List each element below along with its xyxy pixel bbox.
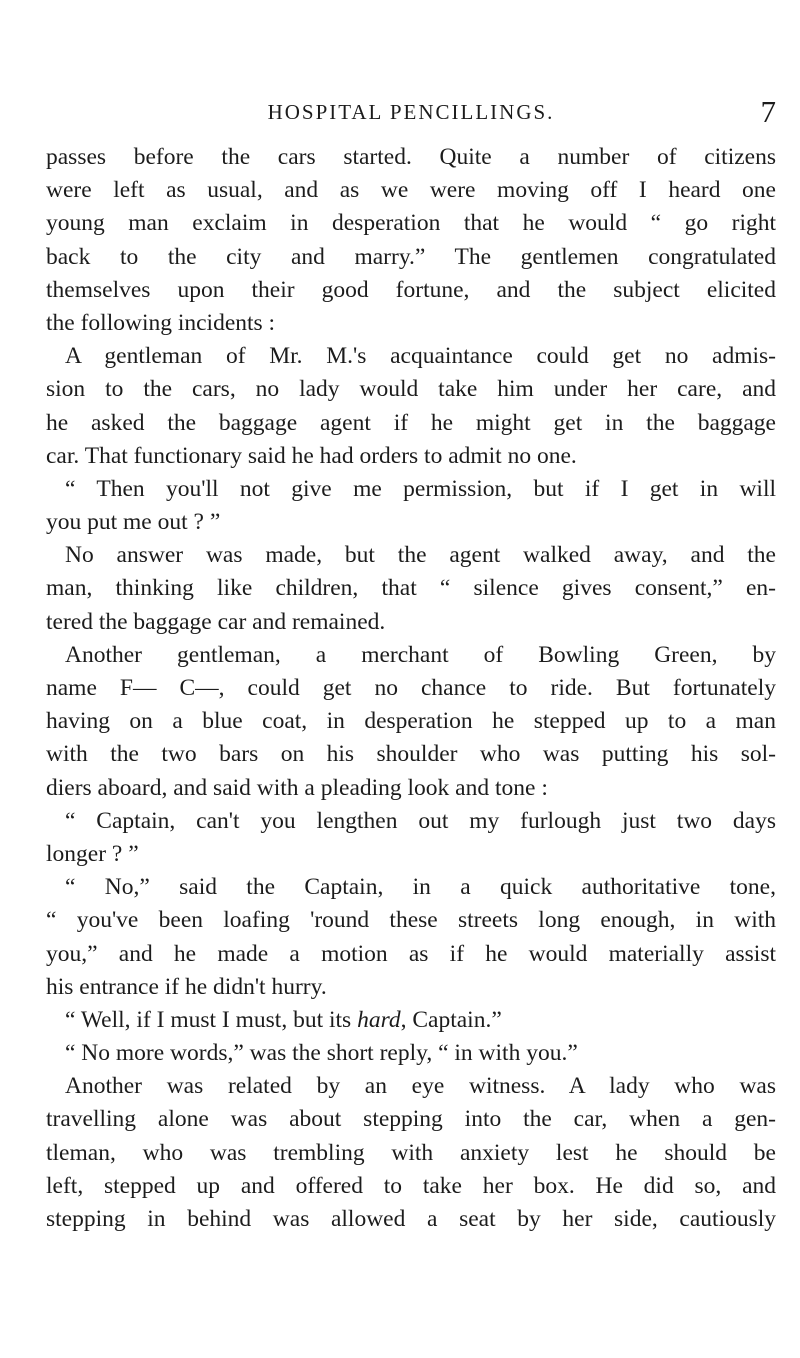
text-line: you put me out ? ”	[46, 509, 221, 536]
text-line: passes before the cars started. Quite a number of citizens	[46, 144, 776, 170]
text-line: diers aboard, and said with a pleading look and tone :	[46, 774, 548, 801]
text-line: “ Captain, can't you lengthen out my furlough just two days	[65, 807, 776, 834]
text-line: themselves upon their good fortune, and the subject elicited	[46, 276, 776, 303]
text-line: stepping in behind was allowed a seat by her side, cautiously	[46, 1206, 776, 1232]
text-segment: , Captain.”	[400, 1006, 502, 1033]
text-line: his entrance if he didn't hurry.	[46, 973, 327, 1000]
text-line: tleman, who was trembling with anxiety lest he should be	[46, 1139, 776, 1166]
running-title: HOSPITAL PENCILLINGS.	[267, 100, 555, 124]
text-line: with the two bars on his shoulder who was putting his sol-	[46, 741, 776, 768]
text-line: “ No more words,” was the short reply, “ in with you.”	[65, 1040, 578, 1067]
text-line: left, stepped up and offered to take her box. He did so, and	[46, 1172, 776, 1199]
body-text	[46, 141, 776, 1236]
italic-word: hard	[357, 1006, 401, 1033]
text-line: travelling alone was about stepping into the car, when a gen-	[46, 1106, 776, 1133]
text-line: tered the baggage car and remained.	[46, 608, 386, 635]
text-line: No answer was made, but the agent walked away, and the	[65, 542, 776, 569]
text-line	[46, 1004, 776, 1037]
text-line: A gentleman of Mr. M.'s acquaintance could get no admis-	[65, 343, 776, 370]
text-line: “ Then you'll not give me permission, but if I get in will	[65, 475, 776, 502]
text-segment: “ Well, if I must I must, but its	[65, 1006, 358, 1033]
text-line: sion to the cars, no lady would take him under her care, and	[46, 376, 776, 403]
page-number: 7	[760, 94, 776, 129]
text-line: car. That functionary said he had orders to admit no one.	[46, 442, 577, 469]
text-line: man, thinking like children, that “ silence gives consent,” en-	[46, 575, 776, 602]
text-line: Another was related by an eye witness. A lady who was	[65, 1073, 776, 1100]
text-line: “ you've been loafing 'round these streets long enough, in with	[46, 907, 776, 934]
text-line: young man exclaim in desperation that he would “ go right	[46, 210, 776, 237]
text-line: were left as usual, and as we were moving off I heard one	[46, 177, 776, 204]
text-line: having on a blue coat, in desperation he stepped up to a man	[46, 708, 776, 735]
text-line: “ No,” said the Captain, in a quick authoritative tone,	[65, 874, 776, 901]
text-line: the following incidents :	[46, 309, 276, 336]
running-head	[46, 94, 776, 130]
text-line: back to the city and marry.” The gentlemen congratulated	[46, 243, 776, 270]
text-line: you,” and he made a motion as if he would materially assist	[46, 940, 776, 967]
text-line: name F— C—, could get no chance to ride. But fortunately	[46, 675, 776, 701]
text-line: he asked the baggage agent if he might get in the baggage	[46, 409, 776, 436]
text-line: Another gentleman, a merchant of Bowling Green, by	[65, 641, 776, 668]
text-line: longer ? ”	[46, 840, 139, 867]
